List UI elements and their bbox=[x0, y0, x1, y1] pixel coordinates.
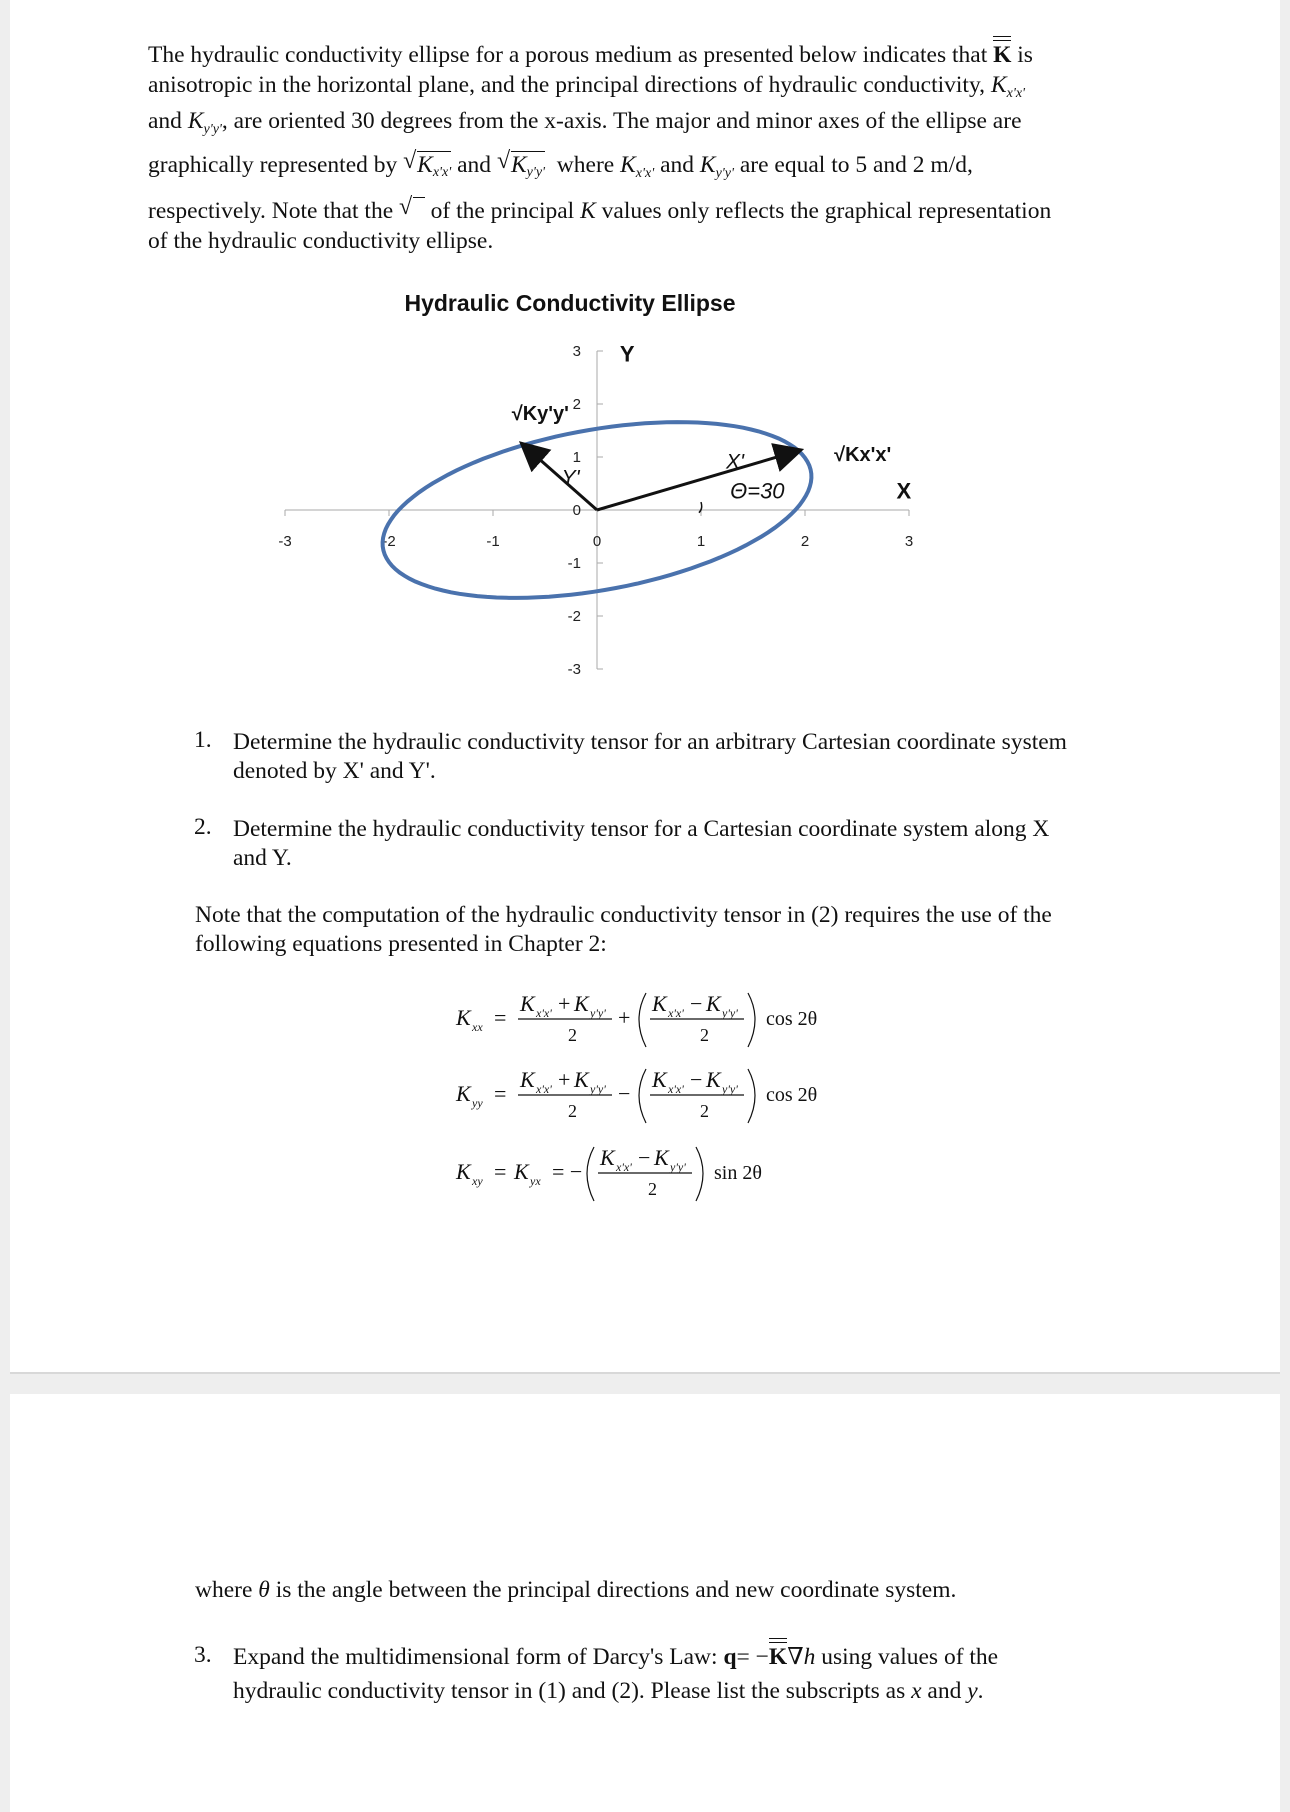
x-tick-label: 1 bbox=[696, 533, 706, 550]
svg-text:x'x': x'x' bbox=[536, 1006, 552, 1020]
q2-line-1: Determine the hydraulic conductivity tensor for a Cartesian coordinate system along X bbox=[233, 816, 1050, 842]
angle-label: Θ=30 bbox=[730, 478, 785, 504]
where-line: where θ is the angle between the principal directions and new coordinate system. bbox=[195, 1577, 957, 1603]
svg-text:K: K bbox=[574, 1067, 589, 1092]
svg-text:2: 2 bbox=[568, 1101, 577, 1121]
svg-text:−: − bbox=[690, 1067, 703, 1092]
q3-number: 3. bbox=[194, 1642, 212, 1668]
equation-kxx bbox=[455, 991, 817, 1047]
y-tick-label: -1 bbox=[567, 555, 581, 572]
svg-text:xx: xx bbox=[472, 1020, 483, 1034]
svg-text:K: K bbox=[456, 1081, 471, 1106]
hydraulic-conductivity-chart bbox=[240, 285, 960, 690]
svg-text:y'y': y'y' bbox=[590, 1006, 606, 1020]
svg-text:cos 2θ: cos 2θ bbox=[766, 1084, 818, 1106]
q2-number: 2. bbox=[194, 814, 212, 840]
y-tick-label: -3 bbox=[567, 661, 581, 678]
svg-text:yy: yy bbox=[472, 1096, 483, 1110]
equations-block bbox=[440, 975, 920, 1215]
x-axis-label: X bbox=[896, 478, 912, 504]
equation-kyy bbox=[455, 1067, 817, 1123]
q3-line-1: Expand the multidimensional form of Darcy's Law: q= −K∇h using values of the bbox=[233, 1644, 999, 1670]
intro-line-2: anisotropic in the horizontal plane, and the principal directions of hydraulic conductivity, $K_{x'x'}$ bbox=[148, 72, 1026, 101]
svg-text:y'y': y'y' bbox=[722, 1082, 738, 1096]
x-tick-label: -2 bbox=[382, 533, 396, 550]
svg-text:yx: yx bbox=[530, 1174, 541, 1188]
chart-title: Hydraulic Conductivity Ellipse bbox=[404, 290, 736, 316]
note-line-1: Note that the computation of the hydraulic conductivity tensor in (2) requires the use of the bbox=[195, 902, 1052, 928]
q1-line-1: Determine the hydraulic conductivity tensor for an arbitrary Cartesian coordinate system bbox=[233, 729, 1067, 755]
svg-text:x'x': x'x' bbox=[616, 1160, 632, 1174]
svg-text:+: + bbox=[618, 1005, 631, 1030]
svg-text:=: = bbox=[494, 1159, 507, 1184]
svg-text:=: = bbox=[494, 1005, 507, 1030]
y-axis-label: Y bbox=[619, 341, 635, 367]
svg-text:−: − bbox=[618, 1081, 631, 1106]
svg-text:K: K bbox=[600, 1145, 615, 1170]
tensor-k-symbol: K bbox=[993, 42, 1012, 68]
svg-text:K: K bbox=[574, 991, 589, 1016]
svg-text:K: K bbox=[654, 1145, 669, 1170]
x-tick-label: -3 bbox=[278, 533, 292, 550]
q2-line-2: and Y. bbox=[233, 845, 292, 871]
intro-line-1: The hydraulic conductivity ellipse for a porous medium as presented below indicates that K is bbox=[148, 42, 1033, 68]
svg-text:xy: xy bbox=[472, 1174, 483, 1188]
svg-text:+: + bbox=[558, 1067, 571, 1092]
svg-text:y'y': y'y' bbox=[670, 1160, 686, 1174]
svg-text:2: 2 bbox=[700, 1101, 709, 1121]
svg-text:K: K bbox=[652, 991, 667, 1016]
q1-line-2: denoted by X' and Y'. bbox=[233, 758, 436, 784]
x-prime-label: X' bbox=[725, 450, 744, 474]
intro-line-3: and $K_{y'y'}$, are oriented 30 degrees from the x-axis. The major and minor axes of the ellipse are bbox=[148, 108, 1022, 137]
y-prime-label: Y' bbox=[561, 466, 580, 490]
svg-text:2: 2 bbox=[700, 1025, 709, 1045]
svg-text:cos 2θ: cos 2θ bbox=[766, 1008, 818, 1030]
svg-text:= −: = − bbox=[552, 1159, 583, 1184]
y-tick-label: 0 bbox=[572, 502, 581, 519]
intro-line-6: of the hydraulic conductivity ellipse. bbox=[148, 228, 494, 254]
svg-text:y'y': y'y' bbox=[722, 1006, 738, 1020]
minor-axis-label: √Ky'y' bbox=[511, 402, 569, 425]
major-axis-label: √Kx'x' bbox=[834, 444, 892, 467]
q1-number: 1. bbox=[194, 727, 212, 753]
svg-text:−: − bbox=[690, 991, 703, 1016]
svg-text:x'x': x'x' bbox=[536, 1082, 552, 1096]
note-line-2: following equations presented in Chapter 2: bbox=[195, 931, 607, 957]
minor-axis-arrow bbox=[523, 445, 597, 510]
chart-svg bbox=[240, 285, 960, 690]
x-tick-label: 0 bbox=[592, 533, 602, 550]
svg-text:x'x': x'x' bbox=[668, 1082, 684, 1096]
svg-text:2: 2 bbox=[648, 1179, 657, 1199]
svg-text:−: − bbox=[638, 1145, 651, 1170]
y-tick-label: -2 bbox=[567, 608, 581, 625]
x-tick-label: -1 bbox=[486, 533, 500, 550]
y-tick-label: 2 bbox=[572, 396, 581, 413]
svg-text:K: K bbox=[520, 1067, 535, 1092]
intro-line-5: respectively. Note that the √ of the principal K values only reflects the graphical representation bbox=[148, 194, 1052, 224]
svg-text:K: K bbox=[520, 991, 535, 1016]
intro-line-4: graphically represented by √ Kx'x' and √ Ky'y' where $K_{x'x'}$ and $K_{y'y'}$ are equal to 5 and 2 m/d, bbox=[148, 148, 973, 181]
svg-text:x'x': x'x' bbox=[668, 1006, 684, 1020]
equation-kxy bbox=[455, 1145, 762, 1201]
y-tick-label: 1 bbox=[572, 449, 581, 466]
svg-text:K: K bbox=[652, 1067, 667, 1092]
svg-text:K: K bbox=[456, 1159, 471, 1184]
x-tick-label: 2 bbox=[800, 533, 810, 550]
svg-text:K: K bbox=[514, 1159, 529, 1184]
svg-text:=: = bbox=[494, 1081, 507, 1106]
svg-text:+: + bbox=[558, 991, 571, 1016]
svg-text:y'y': y'y' bbox=[590, 1082, 606, 1096]
svg-text:K: K bbox=[706, 1067, 721, 1092]
svg-text:sin 2θ: sin 2θ bbox=[714, 1162, 762, 1184]
y-tick-label: 3 bbox=[572, 343, 581, 360]
svg-text:K: K bbox=[456, 1005, 471, 1030]
svg-text:K: K bbox=[706, 991, 721, 1016]
svg-text:2: 2 bbox=[568, 1025, 577, 1045]
q3-line-2: hydraulic conductivity tensor in (1) and (2). Please list the subscripts as x and y. bbox=[233, 1678, 984, 1704]
x-tick-label: 3 bbox=[904, 533, 914, 550]
